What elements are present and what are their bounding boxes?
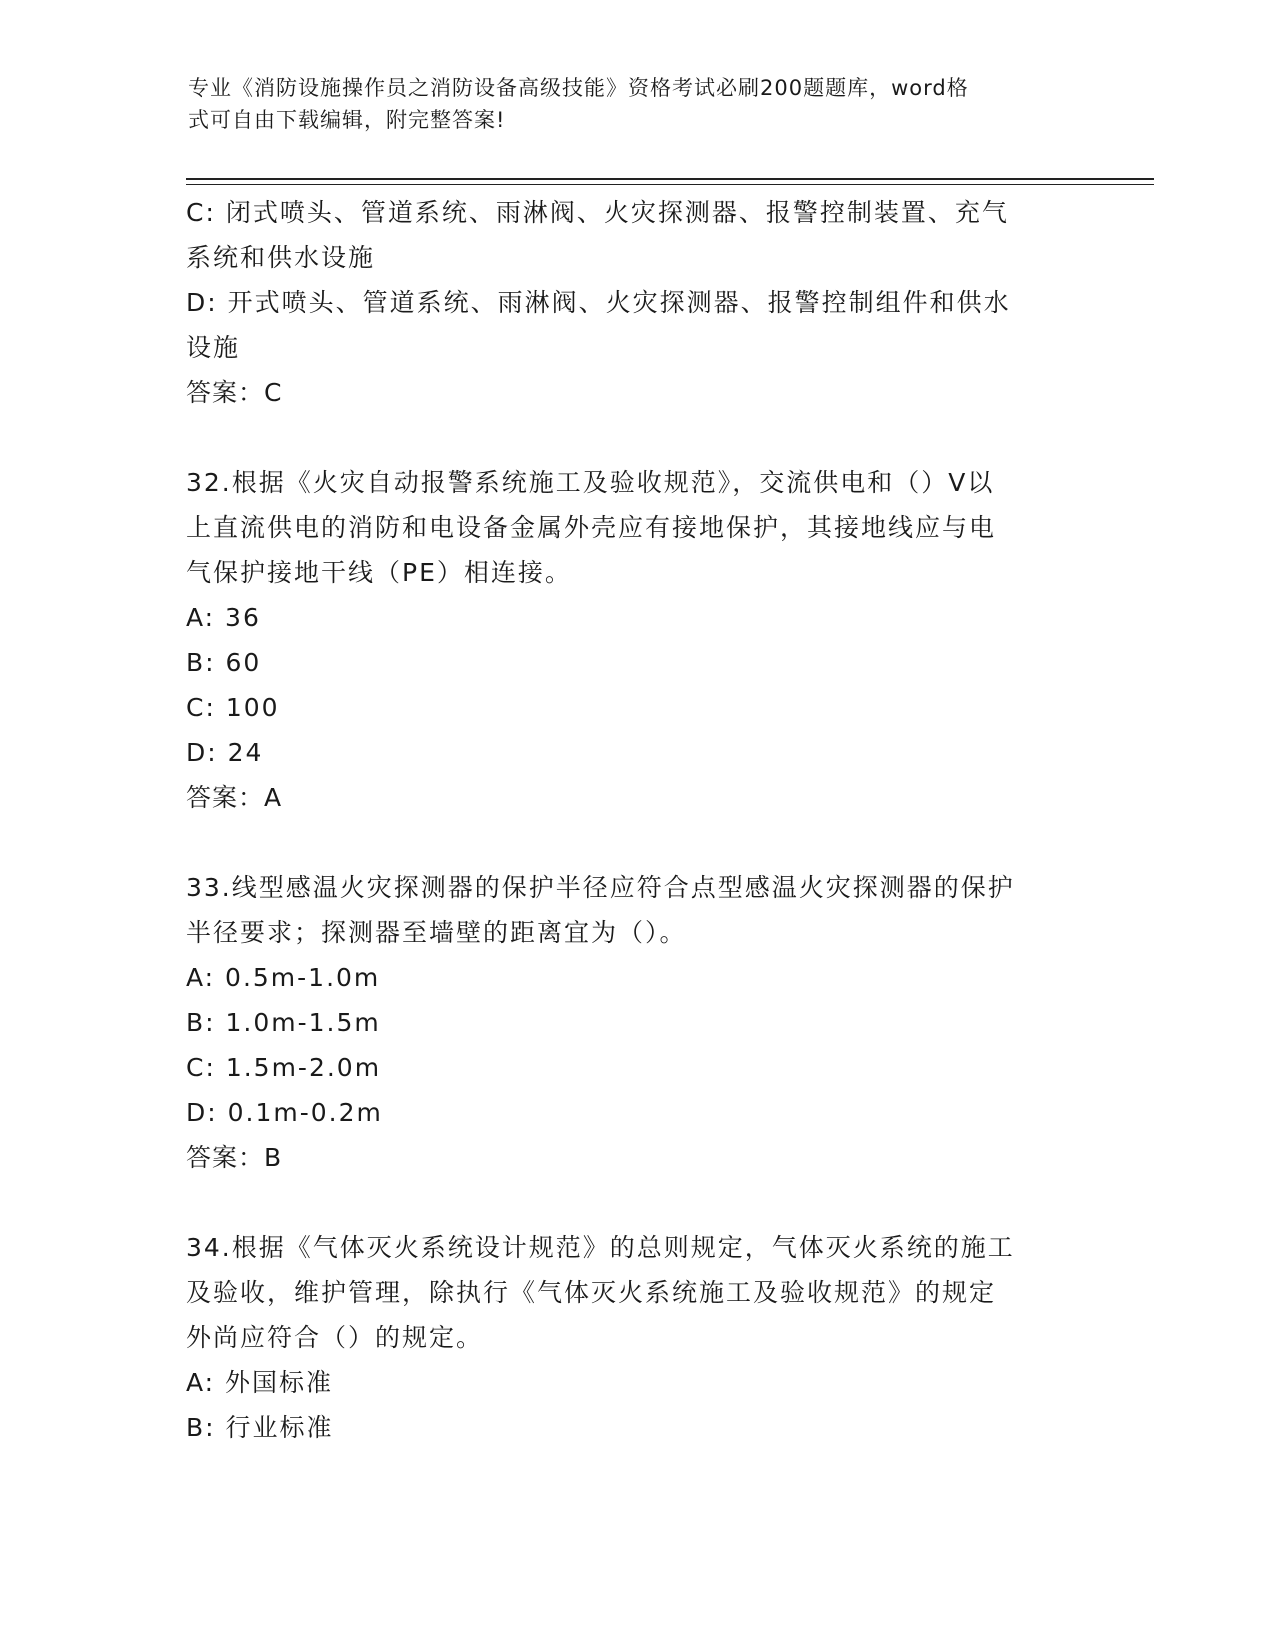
question-32	[186, 460, 1086, 820]
spacer	[186, 415, 1086, 460]
spacer	[186, 820, 1086, 865]
option-b: B: 行业标准	[186, 1413, 334, 1442]
option-d: D: 24	[186, 738, 264, 767]
header-divider-thick	[186, 178, 1154, 180]
option-c-line-1: C: 闭式喷头、管道系统、雨淋阀、火灾探测器、报警控制装置、充气	[186, 198, 1009, 227]
question-31-continued	[186, 190, 1086, 415]
option-d: D: 0.1m-0.2m	[186, 1098, 383, 1127]
option-c: C: 1.5m-2.0m	[186, 1053, 382, 1082]
header-title-line-2: 式可自由下载编辑，附完整答案!	[188, 108, 506, 132]
question-text-line-2: 半径要求；探测器至墙壁的距离宜为（）。	[186, 918, 687, 947]
answer-line: 答案：A	[186, 783, 283, 812]
question-text-line-1: 32.根据《火灾自动报警系统施工及验收规范》，交流供电和（）V以	[186, 468, 995, 497]
question-33	[186, 865, 1086, 1180]
answer-line: 答案：B	[186, 1143, 283, 1172]
question-text-line-3: 气保护接地干线（PE）相连接。	[186, 558, 572, 587]
answer-line: 答案：C	[186, 378, 283, 407]
option-d-line-1: D: 开式喷头、管道系统、雨淋阀、火灾探测器、报警控制组件和供水	[186, 288, 1011, 317]
option-b: B: 1.0m-1.5m	[186, 1008, 381, 1037]
question-text-line-1: 34.根据《气体灭火系统设计规范》的总则规定，气体灭火系统的施工	[186, 1233, 1015, 1262]
spacer	[186, 1180, 1086, 1225]
option-a: A: 0.5m-1.0m	[186, 963, 381, 992]
option-d-line-2: 设施	[186, 333, 241, 362]
question-text-line-3: 外尚应符合（）的规定。	[186, 1323, 484, 1352]
option-a: A: 外国标准	[186, 1368, 334, 1397]
question-34	[186, 1225, 1086, 1450]
option-a: A: 36	[186, 603, 261, 632]
header-title-line-1: 专业《消防设施操作员之消防设备高级技能》资格考试必刷200题题库，word格	[188, 76, 969, 100]
document-body	[186, 190, 1086, 1450]
option-c: C: 100	[186, 693, 280, 722]
question-text-line-2: 及验收，维护管理，除执行《气体灭火系统施工及验收规范》的规定	[186, 1278, 997, 1307]
option-b: B: 60	[186, 648, 262, 677]
document-header	[188, 72, 1068, 136]
option-c-line-2: 系统和供水设施	[186, 243, 376, 272]
header-divider-thin	[186, 184, 1154, 185]
question-text-line-1: 33.线型感温火灾探测器的保护半径应符合点型感温火灾探测器的保护	[186, 873, 1015, 902]
question-text-line-2: 上直流供电的消防和电设备金属外壳应有接地保护，其接地线应与电	[186, 513, 997, 542]
